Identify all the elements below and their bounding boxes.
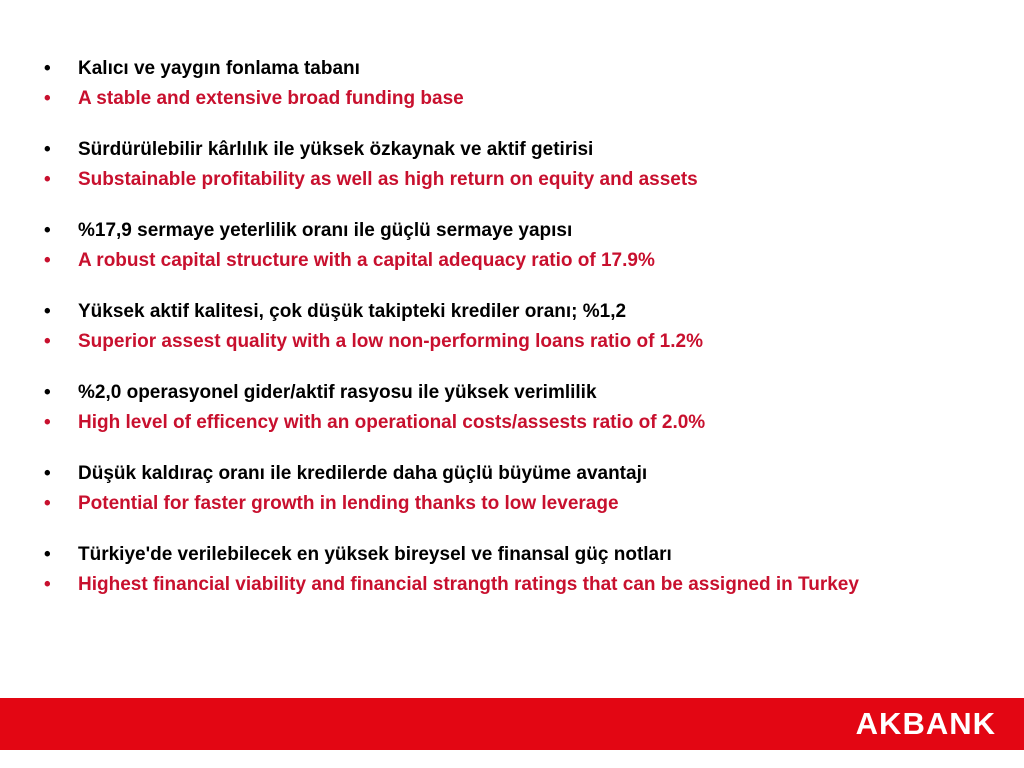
bullet-english bbox=[44, 572, 984, 598]
bullet-dot: • bbox=[44, 382, 51, 403]
footer-band bbox=[0, 698, 1024, 750]
bullet-group-5 bbox=[44, 380, 984, 436]
bullet-dot: • bbox=[44, 220, 51, 241]
bullet-dot: • bbox=[44, 139, 51, 160]
bullet-text-english: A robust capital structure with a capital adequacy ratio of 17.9% bbox=[78, 250, 655, 271]
bullet-turkish bbox=[44, 56, 984, 82]
bullet-dot: • bbox=[44, 463, 51, 484]
bullet-text-turkish: %17,9 sermaye yeterlilik oranı ile güçlü sermaye yapısı bbox=[78, 220, 573, 241]
bullet-dot: • bbox=[44, 331, 51, 352]
bullet-text-turkish: Kalıcı ve yaygın fonlama tabanı bbox=[78, 58, 360, 79]
bullet-dot: • bbox=[44, 412, 51, 433]
bullet-turkish bbox=[44, 299, 984, 325]
bullet-turkish bbox=[44, 137, 984, 163]
bullet-dot: • bbox=[44, 493, 51, 514]
bullet-dot: • bbox=[44, 574, 51, 595]
bullet-english bbox=[44, 491, 984, 517]
bullet-turkish bbox=[44, 218, 984, 244]
bullet-dot: • bbox=[44, 88, 51, 109]
bullet-group-4 bbox=[44, 299, 984, 355]
bullet-dot: • bbox=[44, 544, 51, 565]
bullet-text-english: High level of efficency with an operational costs/assests ratio of 2.0% bbox=[78, 412, 706, 433]
bullet-english bbox=[44, 86, 984, 112]
bullet-dot: • bbox=[44, 58, 51, 79]
akbank-logo: AKBANK bbox=[855, 706, 996, 741]
bullet-text-english: Potential for faster growth in lending thanks to low leverage bbox=[78, 493, 619, 514]
bullet-turkish bbox=[44, 461, 984, 487]
bullet-group-2 bbox=[44, 137, 984, 193]
bullet-english bbox=[44, 410, 984, 436]
bullet-text-turkish: Türkiye'de verilebilecek en yüksek bireysel ve finansal güç notları bbox=[78, 544, 672, 565]
bullet-english bbox=[44, 167, 984, 193]
bullet-text-turkish: Sürdürülebilir kârlılık ile yüksek özkaynak ve aktif getirisi bbox=[78, 139, 594, 160]
bullet-group-3 bbox=[44, 218, 984, 274]
bullet-text-english: Superior assest quality with a low non-performing loans ratio of 1.2% bbox=[78, 331, 703, 352]
bullet-turkish bbox=[44, 542, 984, 568]
bullet-text-turkish: Yüksek aktif kalitesi, çok düşük takipteki krediler oranı; %1,2 bbox=[78, 301, 627, 322]
bullet-dot: • bbox=[44, 169, 51, 190]
bullet-dot: • bbox=[44, 250, 51, 271]
bullet-dot: • bbox=[44, 301, 51, 322]
bullet-list bbox=[44, 56, 984, 623]
bullet-text-english: Substainable profitability as well as high return on equity and assets bbox=[78, 169, 698, 190]
bullet-text-english: Highest financial viability and financial strangth ratings that can be assigned in Turkey bbox=[78, 574, 859, 595]
bullet-english bbox=[44, 329, 984, 355]
bullet-group-7 bbox=[44, 542, 984, 598]
bullet-turkish bbox=[44, 380, 984, 406]
bullet-group-6 bbox=[44, 461, 984, 517]
bullet-text-english: A stable and extensive broad funding base bbox=[78, 88, 464, 109]
bullet-english bbox=[44, 248, 984, 274]
bullet-text-turkish: %2,0 operasyonel gider/aktif rasyosu ile yüksek verimlilik bbox=[78, 382, 597, 403]
bullet-text-turkish: Düşük kaldıraç oranı ile kredilerde daha güçlü büyüme avantajı bbox=[78, 463, 648, 484]
bullet-group-1 bbox=[44, 56, 984, 112]
